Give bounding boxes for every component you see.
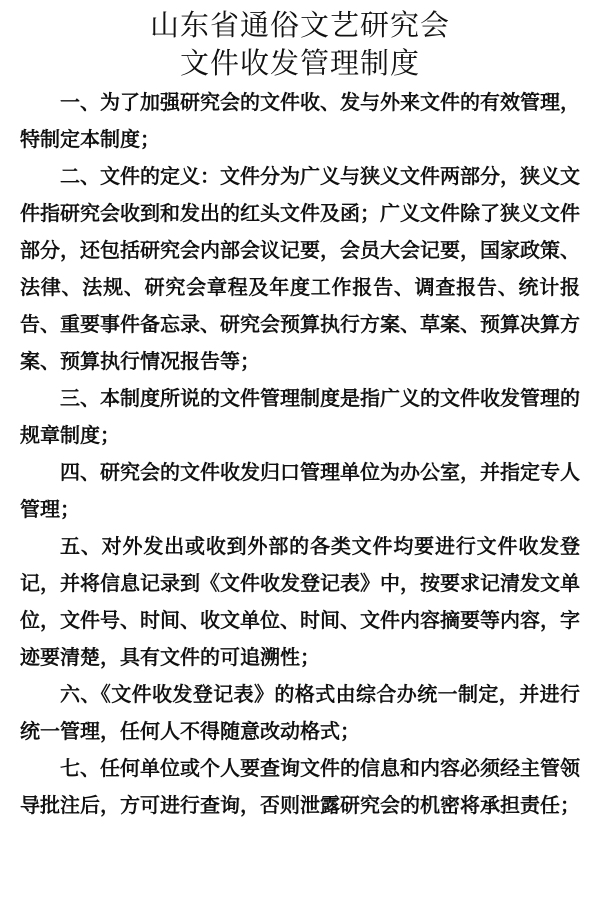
paragraph-2: 二、文件的定义：文件分为广义与狭义文件两部分，狭义文件指研究会收到和发出的红头文件及函；广义文件除了狭义文件部分，还包括研究会内部会议记要，会员大会记要，国家政策、法律、法规、研究会章程及年度工作报告、调查报告、统计报告、重要事件备忘录、研究会预算执行方案、草案、预算决算方案、预算执行情况报告等； <box>20 164 580 373</box>
paragraph-7: 七、任何单位或个人要查询文件的信息和内容必须经主管领导批注后，方可进行查询，否则泄露研究会的机密将承担责任； <box>20 756 580 817</box>
document-title-org: 山东省通俗文艺研究会 <box>149 8 450 42</box>
paragraph-3: 三、本制度所说的文件管理制度是指广义的文件收发管理的规章制度； <box>20 386 580 447</box>
paragraph-6: 六、《文件收发登记表》的格式由综合办统一制定，并进行统一管理，任何人不得随意改动格式； <box>20 682 580 743</box>
paragraph-4: 四、研究会的文件收发归口管理单位为办公室，并指定专人管理； <box>20 460 580 521</box>
paragraph-1: 一、为了加强研究会的文件收、发与外来文件的有效管理，特制定本制度； <box>20 90 580 151</box>
paragraph-5: 五、对外发出或收到外部的各类文件均要进行文件收发登记，并将信息记录到《文件收发登记表》中，按要求记清发文单位，文件号、时间、收文单位、时间、文件内容摘要等内容，字迹要清楚，具有文件的可追溯性； <box>20 534 580 669</box>
document-title-regulation: 文件收发管理制度 <box>179 46 420 80</box>
